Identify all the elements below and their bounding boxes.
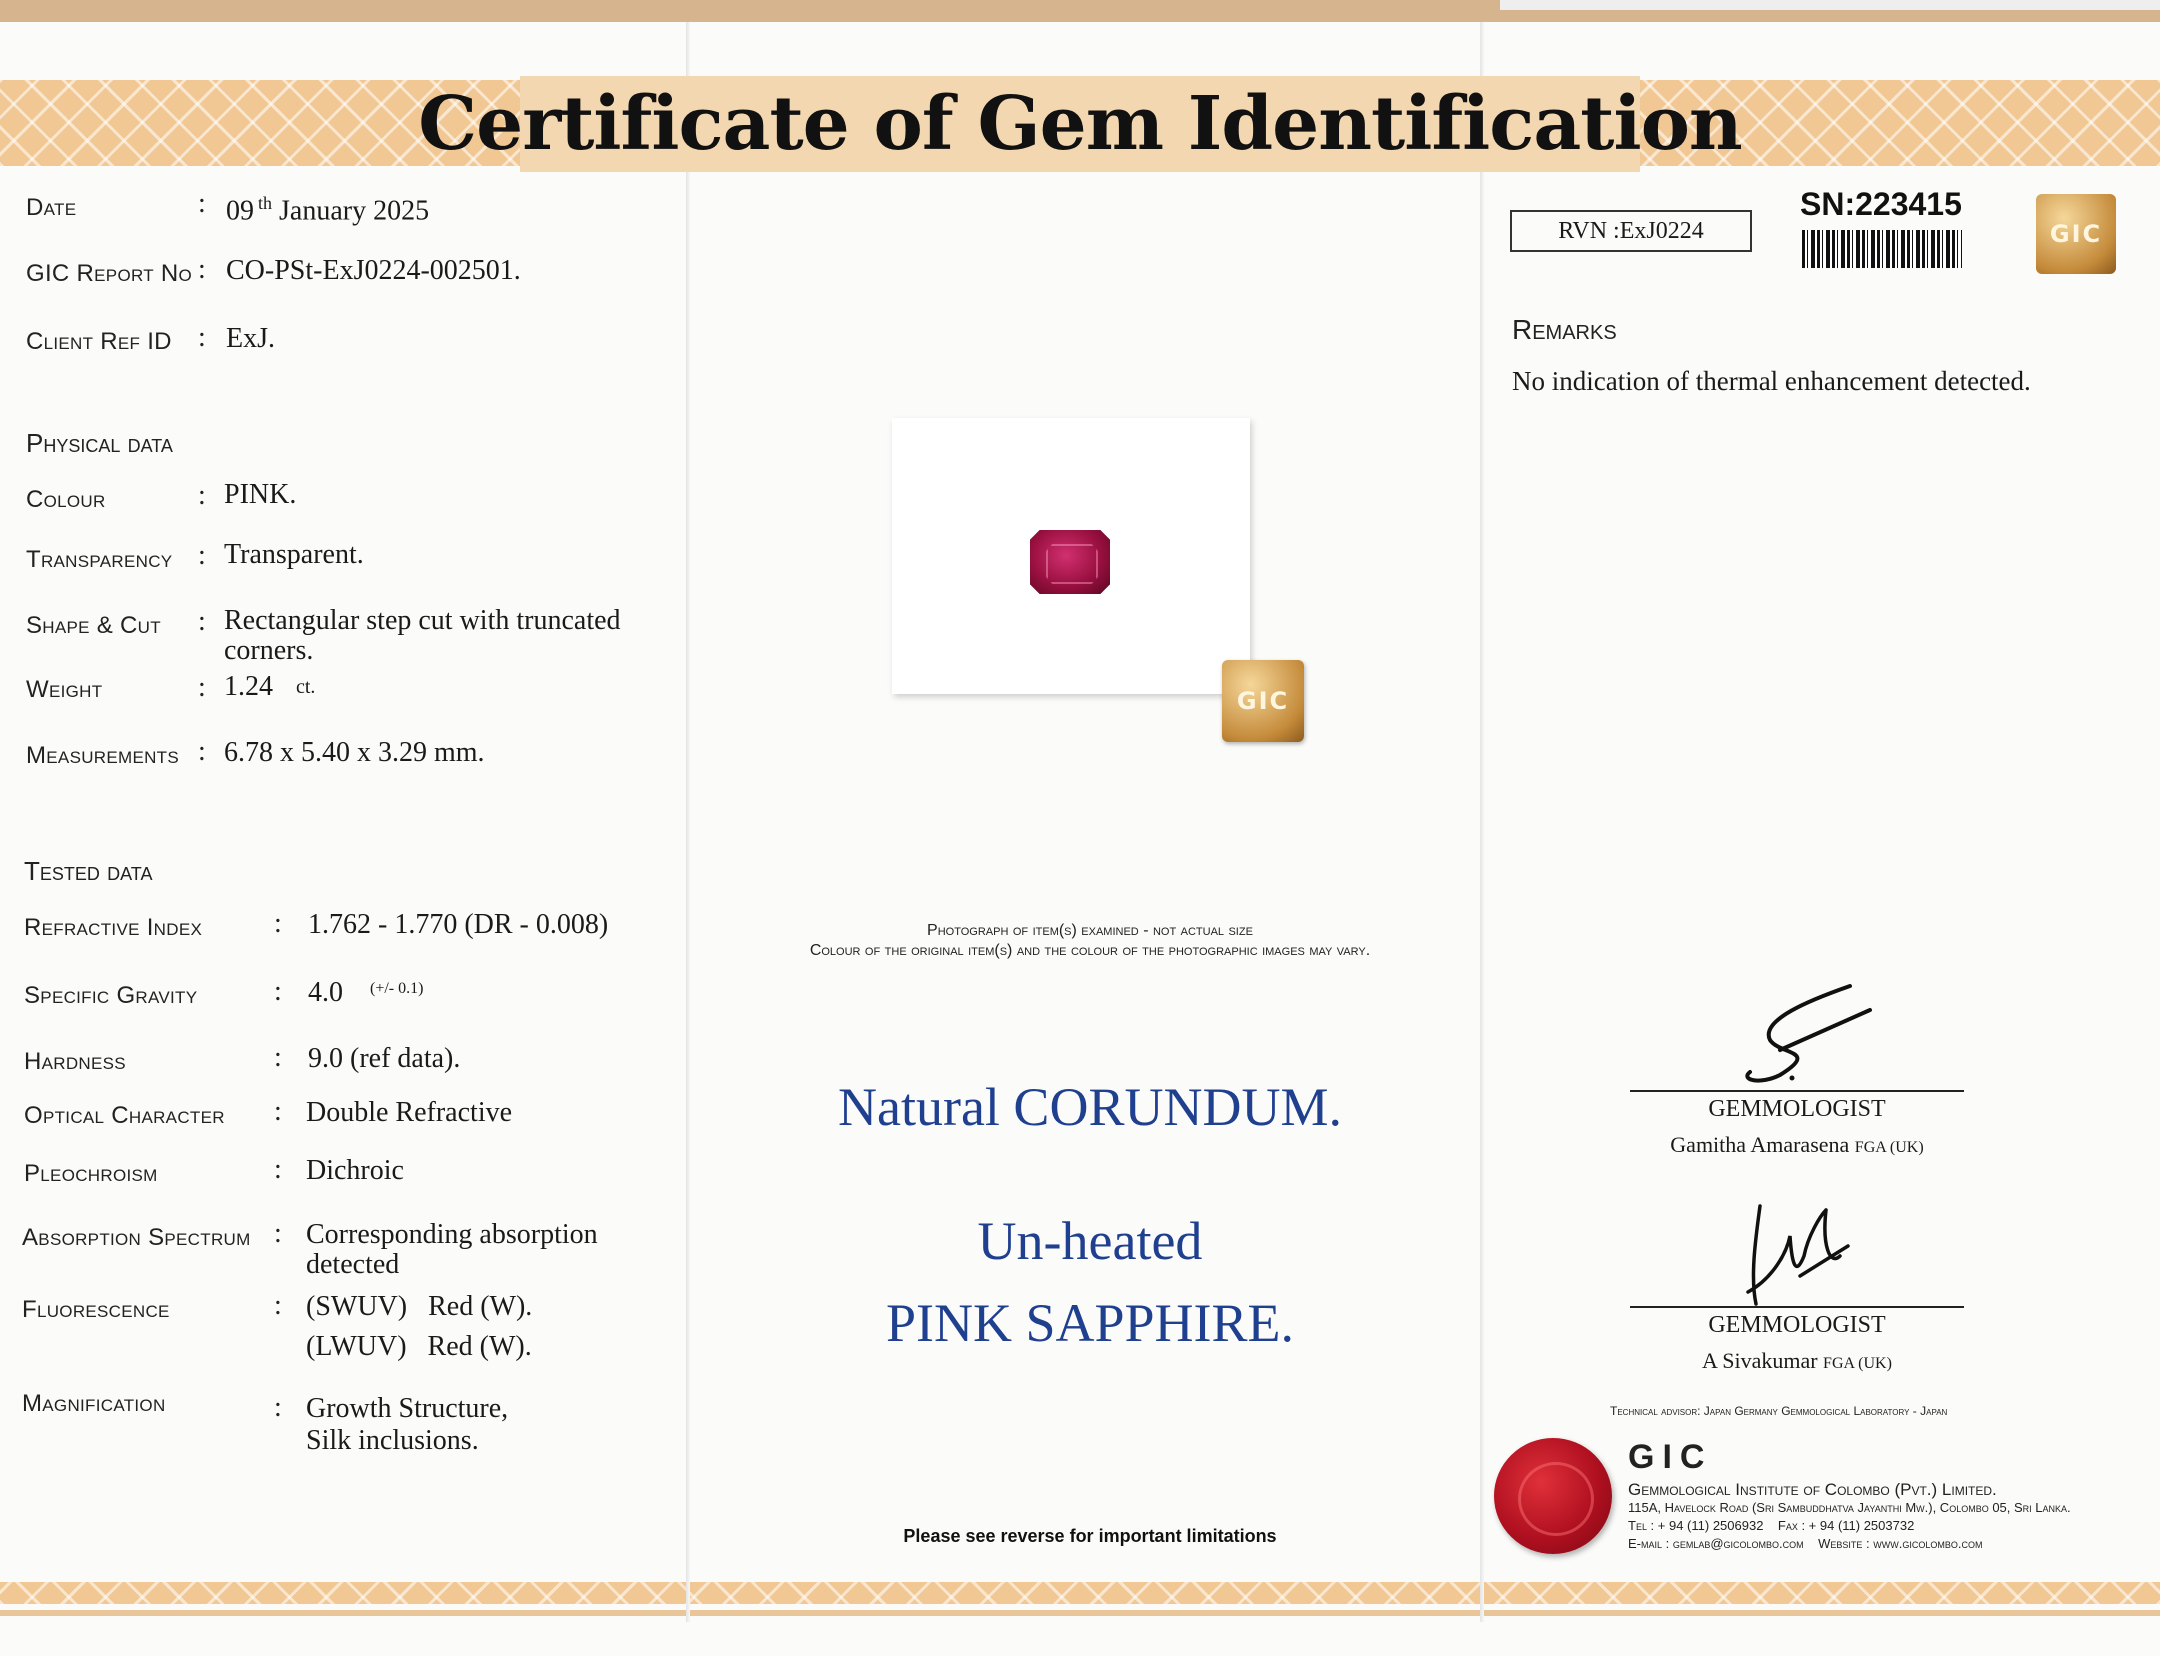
rvn-box: RVN :ExJ0224	[1510, 210, 1752, 252]
date-label: Date	[26, 194, 77, 221]
refractive-index-value: 1.762 - 1.770 (DR - 0.008)	[308, 909, 609, 940]
result-treatment: Un-heated	[977, 1211, 1203, 1271]
fluorescence-sw-value: (SWUV) Red (W).	[306, 1291, 533, 1322]
shape-cut-label: Shape & Cut	[26, 612, 161, 639]
fluorescence-colon: :	[274, 1290, 282, 1321]
institute-contact: E-mail : gemlab@gicolombo.com Website : www.gicolombo.com	[1628, 1536, 1983, 1551]
absorption-spectrum-colon: :	[274, 1218, 282, 1249]
remarks-text: No indication of thermal enhancement detected.	[1512, 366, 2031, 396]
transparency-colon: :	[198, 540, 206, 571]
weight-label: Weight	[26, 676, 103, 703]
gem-facet	[1046, 544, 1098, 584]
specific-gravity-colon: :	[274, 976, 282, 1007]
refractive-index-colon: :	[274, 908, 282, 939]
absorption-spectrum-value: Corresponding absorption	[306, 1219, 598, 1250]
magnification-value-2: Silk inclusions.	[306, 1425, 479, 1456]
institute-name: Gemmological Institute of Colombo (Pvt.) Limited.	[1628, 1480, 1997, 1499]
shape-cut-value: Rectangular step cut with truncated	[224, 605, 621, 636]
pleochroism-colon: :	[274, 1154, 282, 1185]
report-no-label: GIC Report No	[26, 260, 193, 287]
remarks-heading: Remarks	[1512, 314, 1617, 345]
technical-advisor: Technical advisor: Japan Germany Gemmological Laboratory - Japan	[1610, 1404, 1948, 1418]
gemmologist-2-line	[1630, 1306, 1964, 1308]
gemmologist-2-cred: FGA (UK)	[1823, 1355, 1892, 1372]
gemmologist-2-name	[1630, 1348, 1964, 1374]
colour-label: Colour	[26, 486, 106, 513]
fluorescence-lw-value: (LWUV) Red (W).	[306, 1331, 532, 1362]
bottom-band-line	[0, 1610, 2160, 1616]
photo-note-line-1: Photograph of item(s) examined - not actual size	[927, 922, 1253, 939]
fold-line-right	[1480, 22, 1484, 1622]
gic-hologram-seal: GIC	[1222, 660, 1304, 742]
barcode	[1802, 230, 1962, 268]
absorption-spectrum-label: Absorption Spectrum	[22, 1224, 251, 1251]
institute-address: 115A, Havelock Road (Sri Sambuddhatva Jayanthi Mw.), Colombo 05, Sri Lanka.	[1628, 1500, 2071, 1515]
client-ref-label: Client Ref ID	[26, 328, 172, 355]
hardness-colon: :	[274, 1042, 282, 1073]
measurements-colon: :	[198, 736, 206, 767]
refractive-index-label: Refractive Index	[24, 914, 203, 941]
gemmologist-2-title: GEMMOLOGIST	[1708, 1312, 1886, 1338]
specific-gravity-note: (+/- 0.1)	[370, 980, 424, 997]
shape-cut-value-2: corners.	[224, 635, 314, 666]
ornamental-band-bottom	[0, 1582, 2160, 1604]
client-ref-colon: :	[198, 322, 206, 353]
gemmologist-1-name-text: Gamitha Amarasena	[1670, 1132, 1850, 1157]
report-no-colon: :	[198, 254, 206, 285]
tested-data-heading: Tested data	[24, 856, 153, 886]
weight-unit: ct.	[296, 676, 316, 698]
optical-character-label: Optical Character	[24, 1102, 225, 1129]
physical-data-heading: Physical data	[26, 428, 173, 458]
optical-character-colon: :	[274, 1096, 282, 1127]
institute-short-name: GIC	[1628, 1438, 1713, 1476]
certificate-title: Certificate of Gem Identification	[418, 81, 1742, 167]
gemmologist-1-name	[1630, 1132, 1964, 1158]
photo-note-line-2: Colour of the original item(s) and the colour of the photographic images may vary.	[809, 942, 1371, 959]
absorption-spectrum-value-2: detected	[306, 1249, 400, 1280]
reverse-limitations-note: Please see reverse for important limitations	[903, 1526, 1277, 1546]
colour-value: PINK.	[224, 479, 297, 510]
colour-colon: :	[198, 480, 206, 511]
fluorescence-label: Fluorescence	[22, 1296, 170, 1323]
institute-phone: Tel : + 94 (11) 2506932 Fax : + 94 (11) 2503732	[1628, 1518, 1915, 1533]
serial-number: SN:223415	[1800, 186, 1962, 222]
gemmologist-1-line	[1630, 1090, 1964, 1092]
date-suffix: th	[258, 193, 273, 213]
transparency-value: Transparent.	[224, 539, 364, 570]
transparency-label: Transparency	[26, 546, 173, 573]
fold-line-left	[686, 22, 690, 1622]
weight-colon: :	[198, 672, 206, 703]
gemmologist-1-cred: FGA (UK)	[1854, 1139, 1924, 1156]
shape-cut-colon: :	[198, 606, 206, 637]
result-species: Natural CORUNDUM.	[838, 1077, 1342, 1137]
specific-gravity-label: Specific Gravity	[24, 982, 198, 1009]
gemmologist-2-name-text: A Sivakumar	[1702, 1348, 1818, 1373]
date-value	[226, 188, 429, 226]
optical-character-value: Double Refractive	[306, 1097, 513, 1128]
pleochroism-label: Pleochroism	[24, 1160, 158, 1187]
pleochroism-value: Dichroic	[306, 1155, 404, 1186]
gemmologist-1-signature	[1720, 980, 1880, 1090]
date-colon: :	[198, 188, 206, 219]
weight-value: 1.24	[224, 671, 273, 702]
magnification-colon: :	[274, 1392, 282, 1423]
gemmologist-1-title: GEMMOLOGIST	[1708, 1096, 1886, 1122]
measurements-value: 6.78 x 5.40 x 3.29 mm.	[224, 737, 485, 768]
magnification-label: Magnification	[22, 1390, 166, 1417]
wax-seal-ring	[1518, 1462, 1594, 1536]
gemmologist-2-signature	[1730, 1196, 1860, 1312]
report-no-value: CO-PSt-ExJ0224-002501.	[226, 255, 521, 286]
specific-gravity-value: 4.0	[308, 977, 343, 1008]
date-day: 09	[226, 195, 254, 227]
hardness-label: Hardness	[24, 1048, 126, 1075]
gic-hologram-top: GIC	[2036, 194, 2116, 274]
client-ref-value: ExJ.	[226, 323, 275, 354]
hardness-value: 9.0 (ref data).	[308, 1043, 461, 1074]
title-banner	[418, 76, 1742, 172]
paper-top-edge-light	[1500, 0, 2160, 10]
magnification-value: Growth Structure,	[306, 1393, 509, 1424]
result-variety: PINK SAPPHIRE.	[885, 1293, 1295, 1353]
measurements-label: Measurements	[26, 742, 180, 769]
date-rest: January 2025	[272, 195, 430, 227]
